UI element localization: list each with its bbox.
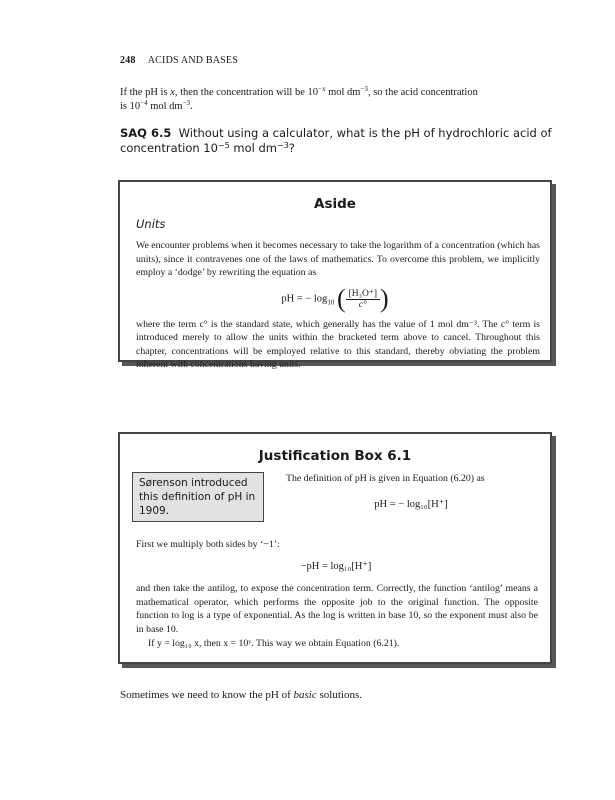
aside-title: Aside [314, 196, 356, 212]
justification-paragraph: and then take the antilog, to expose the concentration term. Correctly, the function ‘antilog’ means a mathematical operator, which performs the opposite job to the original function. The opposite function to log is a type of exponential. As the log is written in base 10, so the exponent must also be in base 10. [136, 583, 538, 635]
intro-exponent: −3 [360, 85, 368, 93]
saq-text: Without using a calculator, what is the pH of hydrochloric acid of concentration 10 [120, 126, 552, 155]
intro-text: , then the concentration will be 10 [174, 87, 319, 98]
section-title: ACIDS AND BASES [147, 55, 239, 66]
aside-equation: pH = − $\log_{10}$ ( $\frac{\text{[H₃O⁺]}}{c^\circ}$ ) [281, 283, 389, 313]
equation-neg-ph: −pH = log₁₀[H⁺] [300, 561, 372, 572]
saq-exponent: −3 [276, 141, 289, 150]
aside-box [118, 180, 552, 370]
closing-emphasis: basic [293, 689, 317, 701]
aside-paragraph-1: We encounter problems when it becomes necessary to take the logarithm of a concentration (which has units), since it contravenes one of the laws of mathematics. To overcome this problem, we implicitly employ a ‘dodge’ by rewriting the equation as [136, 240, 540, 278]
intro-text: , so the acid concentration [367, 87, 478, 98]
intro-exponent: −4 [140, 99, 148, 107]
closing-paragraph [120, 688, 548, 702]
intro-exponent: −x [318, 85, 326, 93]
justification-title: Justification Box 6.1 [258, 448, 412, 464]
justification-box [118, 432, 552, 664]
sidenote: Sørenson introduced this definition of pH in 1909. [132, 472, 264, 522]
aside-paragraph-2: where the term c° is the standard state, which generally has the value of 1 mol dm⁻³. The c° term is introduced merely to allow the units within the bracketed term above to cancel. Throughout this chapter, concentrations will be employed relative to this standard, thereby obviating the problem inherent with concentrations having units. [136, 318, 540, 370]
final-line: If y = log₁₀ x, then x = 10ʸ. This way we obtain Equation (6.21). [148, 638, 400, 649]
intro-text: If the pH is [120, 87, 171, 98]
definition-text: The definition of pH is given in Equation (6.20) as [286, 473, 485, 484]
intro-text: mol dm [147, 101, 183, 112]
intro-text: is 10 [120, 101, 141, 112]
equation-ph: pH = − log₁₀[H⁺] [374, 499, 448, 510]
saq-text: ? [288, 141, 295, 155]
eq-denominator: c° [358, 299, 367, 310]
step-text: First we multiply both sides by ‘−1’: [136, 539, 280, 550]
running-head [120, 55, 238, 66]
intro-paragraph [120, 86, 548, 114]
eq-subscript: 10 [327, 298, 335, 306]
saq-label: SAQ 6.5 [120, 126, 172, 140]
eq-lhs: pH = − log [281, 292, 328, 304]
intro-text: mol dm [325, 87, 361, 98]
intro-exponent: −3 [182, 99, 191, 107]
aside-subtitle: Units [136, 217, 166, 231]
intro-text: . [190, 101, 193, 112]
intro-var-x: x [170, 87, 175, 98]
saq-exponent: −5 [217, 141, 230, 150]
closing-text: solutions. [316, 689, 362, 701]
eq-numerator: [H₃O⁺] [346, 288, 380, 300]
saq-unit: mol dm [229, 141, 277, 155]
closing-text: Sometimes we need to know the pH of [120, 689, 294, 701]
saq-question [120, 126, 560, 156]
page-number: 248 [120, 55, 136, 66]
